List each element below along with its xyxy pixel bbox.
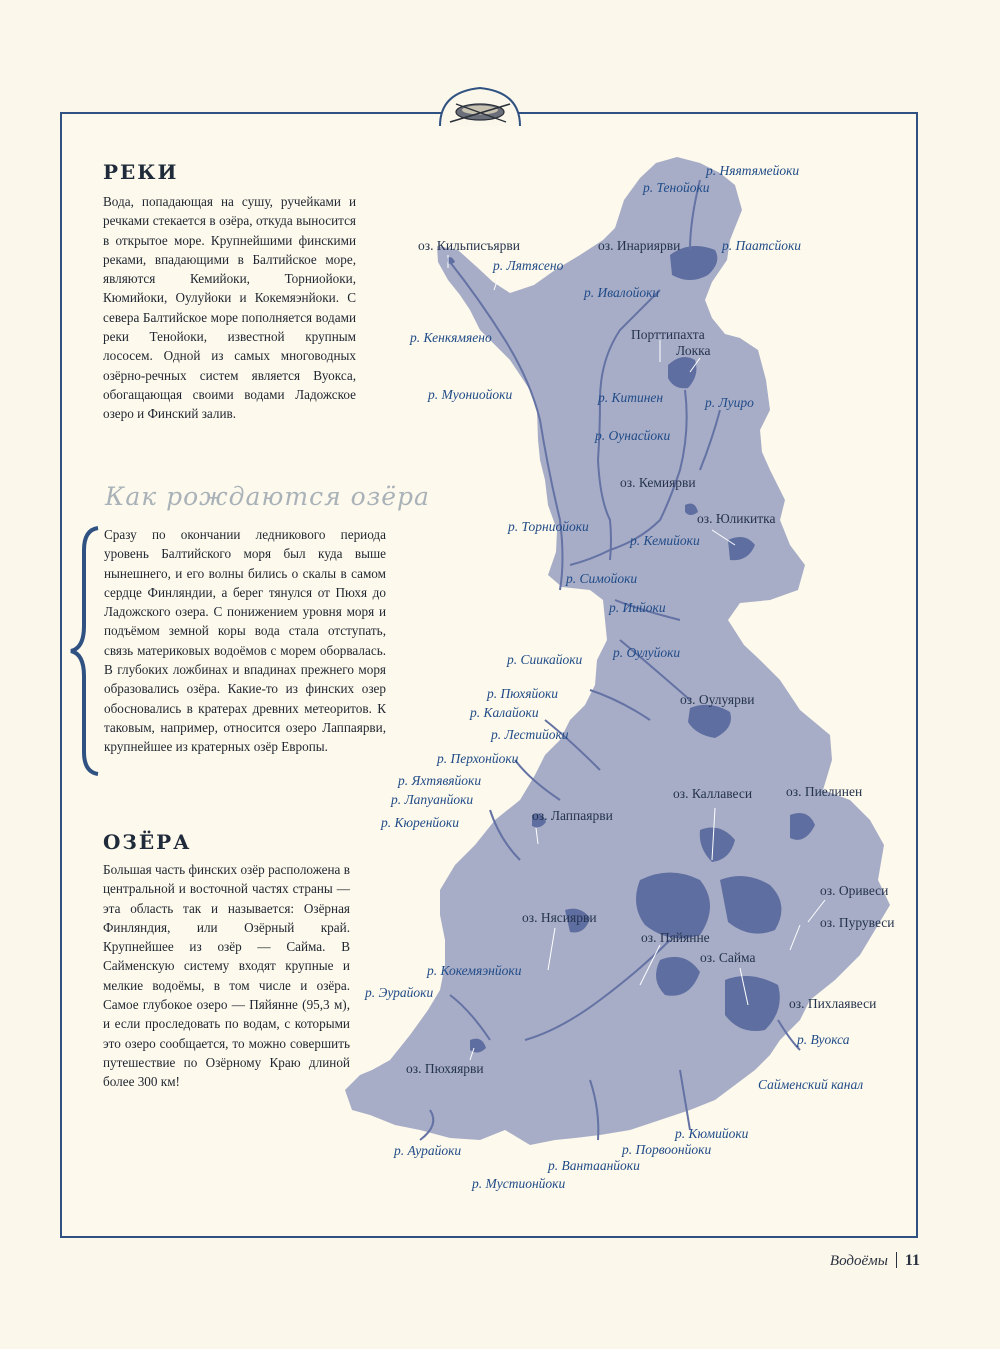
map-label-lake: оз. Инариярви (598, 238, 681, 253)
map-label-lake: оз. Юликитка (697, 511, 776, 526)
map-label-river: р. Лапуанйоки (391, 792, 474, 807)
map-label-canal: Сайменский канал (758, 1077, 864, 1092)
footer-section: Водоёмы (829, 1253, 888, 1269)
map-label-river: р. Тенойоки (643, 180, 710, 195)
map-label-river: р. Муониойоки (428, 387, 513, 402)
map-label-river: р. Эурайоки (365, 985, 434, 1000)
page-footer (830, 1252, 920, 1270)
map-label-lake: оз. Кемиярви (620, 475, 696, 490)
map-label-river: р. Кокемяэнйоки (427, 963, 522, 978)
map-label-river: р. Торниойоки (508, 519, 589, 534)
map-label-river: р. Ивалойоки (584, 285, 660, 300)
map-label-river: р. Кюренйоки (381, 815, 459, 830)
map-label-river: р. Кемийоки (630, 533, 700, 548)
map-label-river: р. Иийоки (609, 600, 666, 615)
map-label-lake: оз. Каллавеси (673, 786, 753, 801)
map-label-river: р. Лятясено (493, 258, 564, 273)
map-label-lake: оз. Лаппаярви (532, 808, 613, 823)
map-label-river: р. Аурайоки (394, 1143, 462, 1158)
map-label-river: р. Няятямейоки (706, 163, 800, 178)
map-label-lake: оз. Нясиярви (522, 910, 597, 925)
map-label-river: р. Кенкямяено (410, 330, 492, 345)
map-label-river: р. Пюхяйоки (487, 686, 559, 701)
map-label-lake: оз. Сайма (700, 950, 756, 965)
map-label-river: р. Яхтявяйоки (398, 773, 482, 788)
map-label-river: р. Вуокса (797, 1032, 850, 1047)
map-label-river: р. Китинен (598, 390, 664, 405)
map-label-lake: оз. Пурувеси (820, 915, 895, 930)
footer-divider (896, 1252, 897, 1268)
map-label-lake: оз. Пиелинен (786, 784, 863, 799)
map-label-river: р. Кюмийоки (675, 1126, 749, 1141)
map-label-river: р. Калайоки (470, 705, 539, 720)
map-label-river: р. Вантаанйоки (548, 1158, 640, 1173)
map-label-river: р. Лестийоки (491, 727, 569, 742)
map-label-lake: Порттипахта (631, 327, 705, 342)
map-label-river: р. Паатсйоки (722, 238, 802, 253)
map-label-lake: оз. Оулуярви (680, 692, 755, 707)
map-label-river: р. Перхонйоки (437, 751, 519, 766)
map-label-river: р. Луиро (705, 395, 754, 410)
map-label-river: р. Сиикайоки (507, 652, 583, 667)
map-label-river: р. Оунасйоки (595, 428, 671, 443)
map-label-lake: оз. Пюхяярви (406, 1061, 484, 1076)
lakes-paragraph: Большая часть финских озёр расположена в центральной и восточной частях страны — эта область так и называется: Озёрная Финляндия, или Озёрный край. Крупнейшее из озёр — Сайма. В Сайменскую систему входят крупные и мелкие водоёмы, в том числе и озёра. Самое глубокое озеро — Пяйянне (95,3 м), и если проследовать по водам, с которыми это озеро сообщается, то можно совершить путешествие по Озёрному Краю длиной более 300 км! (103, 862, 350, 1090)
lake-origin-paragraph: Сразу по окончании ледникового периода уровень Балтийского моря был куда выше нынешнего, и его волны бились о скалы в самом сердце Финляндии, а берег тянулся от Пюхя до Ладожского озера. С понижением уровня моря и подъёмом земной коры вода стала отступать, связь материковых водоёмов с морем оборвалась. В глубоких ложбинах и впадинах прежнего моря образовались озёра. Какие-то из финских озер обосновались в кратерах древних метеоритов. К таковым, например, относится озеро Лаппаярви, крупнейшее из кратерных озёр Европы. (104, 527, 386, 755)
lakes-heading: ОЗЁРА (103, 830, 192, 854)
lake-origin-heading: Как рождаются озёра (105, 482, 430, 511)
rivers-heading: РЕКИ (103, 160, 179, 184)
map-label-river: р. Симойоки (566, 571, 638, 586)
map-label-lake: оз. Пихлаявеси (789, 996, 877, 1011)
map-label-lake: Локка (676, 343, 711, 358)
map-label-lake: оз. Оривеси (820, 883, 889, 898)
rivers-paragraph: Вода, попадающая на сушу, ручейками и речками стекается в озёра, откуда выносится в открытое море. Крупнейшими финскими реками, впадающими в Балтийское море, являются Кемийоки, Торниойоки, Кюмийоки, Оулуйоки и Кокемяэнйоки. С севера Балтийское море пополняется водами реки Тенойоки, известной крупным лососем. Одной из самых многоводных озёрно-речных систем является Вуокса, обогащающая своими водами Ладожское озеро и Финский залив. (103, 194, 356, 422)
page-number: 11 (904, 1252, 920, 1269)
map-label-river: р. Мустионйоки (472, 1176, 566, 1191)
map-label-river: р. Оулуйоки (613, 645, 681, 660)
map-label-river: р. Порвоонйоки (622, 1142, 712, 1157)
map-label-lake: оз. Пяйянне (641, 930, 710, 945)
map-label-lake: оз. Кильписъярви (418, 238, 520, 253)
